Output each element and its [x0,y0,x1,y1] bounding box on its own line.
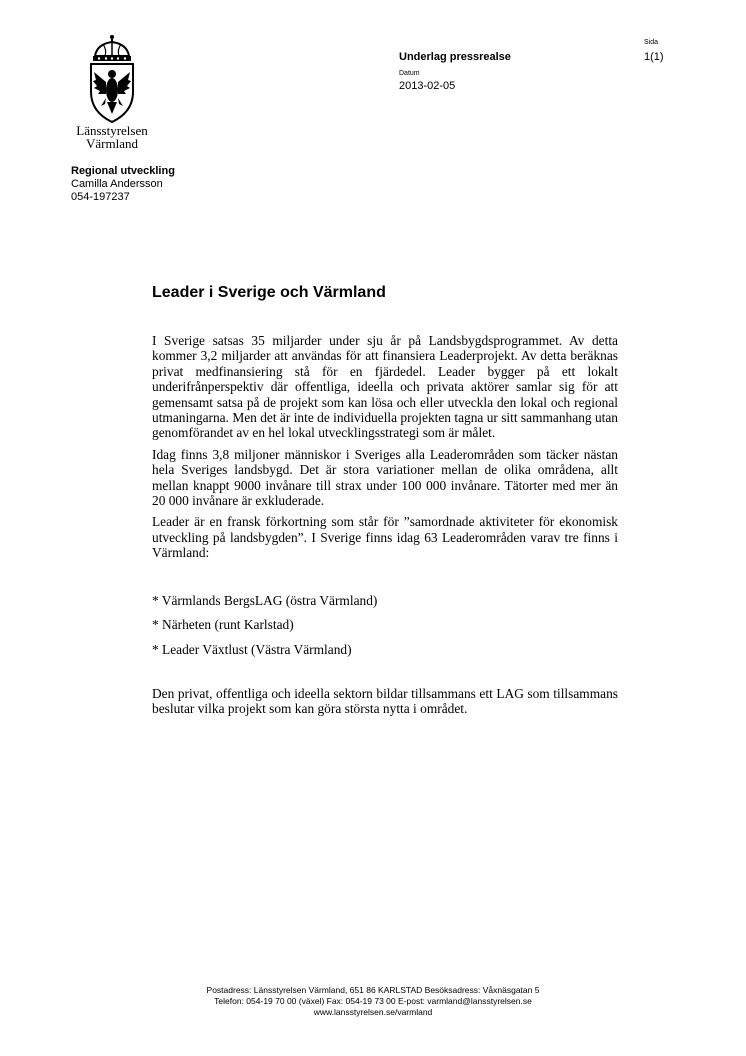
contact-phone: 054-197237 [71,191,130,203]
paragraph: Idag finns 3,8 miljoner människor i Sveriges alla Leaderområden som täcker nästan hela Sveriges landsbygd. Det är stora variationer mellan de olika områdena, allt mellan knappt 9000 invånare till strax under 100 000 invånare. Tätorter med mer än 20 000 invånare är exkluderade. [152,446,618,509]
document-title: Leader i Sverige och Värmland [152,284,386,301]
footer [0,985,746,1018]
list-item: * Leader Växtlust (Västra Värmland) [152,641,352,657]
footer-contact: Telefon: 054-19 70 00 (växel) Fax: 054-19 73 00 E-post: varmland@lansstyrelsen.se [214,996,532,1006]
list-item: * Närheten (runt Karlstad) [152,617,294,633]
department: Regional utveckling [71,165,175,177]
paragraph: I Sverige satsas 35 miljarder under sju år på Landsbygdsprogrammet. Av detta kommer 3,2 miljarder att användas för att finansiera Leaderprojekt. Av detta beräknas privat medfinansiering stå för en fjärdedel. Leader bygger på ett lokalt underifrånperspektiv där offentliga, ideella och privata aktörer samlar sig för att gemensamt satsa på de projekt som kan lösa och eller utveckla den lokal och regional utmaningarna. Men det är inte de individuella projekten tagna ur sitt sammanhang utan genomförandet av en hel lokal utvecklingsstrategi som är målet. [152,333,618,441]
contact-name: Camilla Andersson [71,178,163,190]
document-body [152,333,618,723]
sender-block [71,165,175,204]
coat-of-arms-icon [85,34,139,124]
logo-line-1: Länsstyrelsen [76,123,148,138]
page-number: 1(1) [644,51,664,63]
date-value: 2013-02-05 [399,80,456,92]
page-label: Sida [644,39,659,46]
document-type: Underlag pressrealse [399,51,511,63]
footer-website: www.lansstyrelsen.se/varmland [313,1007,433,1017]
agency-logo [68,34,156,150]
closing-paragraph: Den privat, offentliga och ideella sektorn bildar tillsammans ett LAG som tillsammans beslutar vilka projekt som kan göra största nytta i området. [152,685,618,717]
date-label: Datum [399,70,420,77]
footer-address: Postadress: Länsstyrelsen Värmland, 651 86 KARLSTAD Besöksadress: Våxnäsgatan 5 [206,985,540,995]
paragraph: Leader är en fransk förkortning som står för ”samordnade aktiviteter för ekonomisk utveckling på landsbygden”. I Sverige finns idag 63 Leaderområden varav tre finns i Värmland: [152,514,618,561]
logo-line-2: Värmland [86,136,138,151]
list-item: * Värmlands BergsLAG (östra Värmland) [152,592,378,608]
